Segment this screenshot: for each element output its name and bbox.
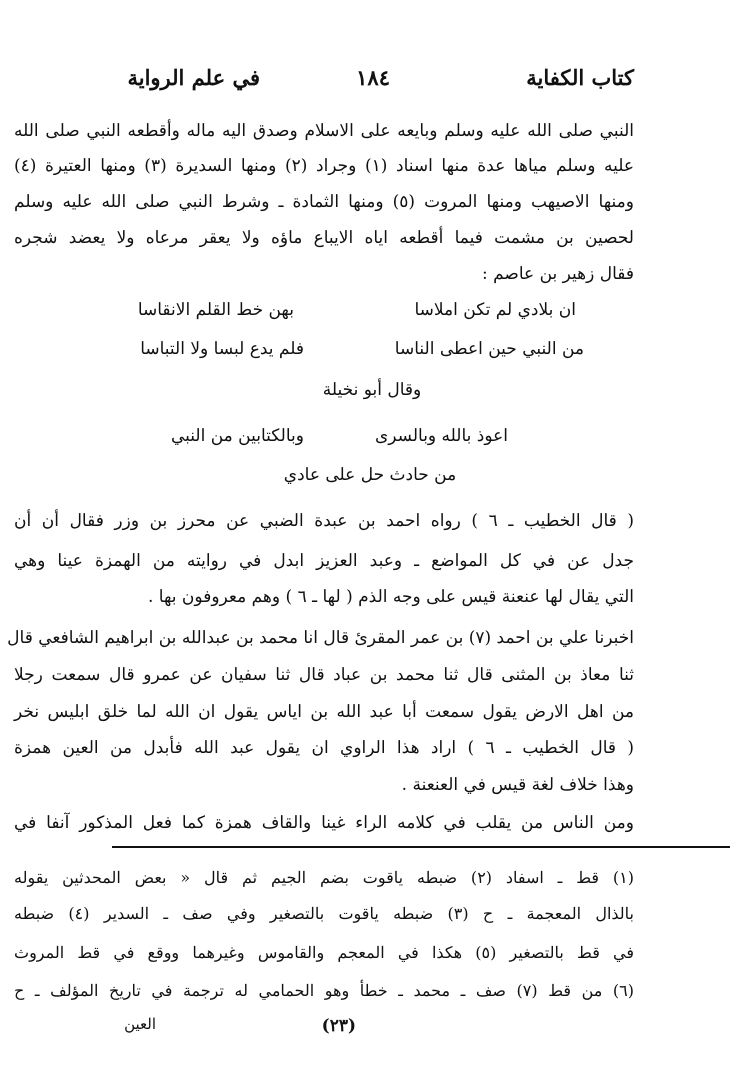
body-line: اخبرنا علي بن احمد (٧) بن عمر المقرئ قال انا محمد بن عبدالله بن ابراهيم الشافعي قال [7, 628, 634, 648]
verse-hemistich: اعوذ بالله وبالسرى [374, 426, 508, 446]
sheet-number: (٢٣) [321, 1016, 356, 1036]
body-line: ( قال الخطيب ـ ٦ ) رواه احمد بن عبدة الضبي عن محرز بن وزر فقال أن أن [14, 511, 634, 531]
body-line: ومن الناس من يقلب في كلامه الراء غينا والقاف همزة كما فعل المذكور آنفا في [14, 813, 634, 833]
body-line: ( قال الخطيب ـ ٦ ) اراد هذا الراوي ان يقول عبد الله فأبدل من العين همزة [14, 738, 634, 758]
verse-line: من حادث حل على عادي [283, 465, 457, 485]
body-line: النبي صلى الله عليه وسلم وبايعه على الاسلام وصدق اليه ماله وأقطعه النبي صلى الله [14, 121, 634, 141]
body-line: عليه وسلم مياها عدة منها اسناد (١) وجراد (٢) ومنها السديرة (٣) ومنها العتيرة (٤) [14, 156, 635, 176]
verse-hemistich: فلم يدع لبسا ولا التباسا [140, 339, 304, 359]
body-line: جدل عن في كل المواضع ـ وعبد العزيز ابدل في روايته من الهمزة عينا وهي [14, 551, 634, 571]
body-line: ومنها الاصيهب ومنها المروت (٥) ومنها الثمادة ـ وشرط النبي صلى الله عليه وسلم [14, 192, 634, 212]
body-line: التي يقال لها عنعنة قيس على وجه الذم ( لها ـ ٦ ) وهم معروفون بها . [147, 587, 634, 607]
verse-hemistich: بهن خط القلم الانقاسا [137, 300, 294, 320]
body-line: فقال زهير بن عاصم : [481, 264, 634, 284]
verse-hemistich: ان بلادي لم تكن املاسا [414, 300, 576, 320]
body-line: لحصين بن مشمت فيما أقطعه اياه الايباع ماؤه ولا يعقر مرعاه ولا يعضد شجره [14, 228, 634, 248]
verse-hemistich: من النبي حين اعطى الناسا [394, 339, 584, 359]
footnote-line: بالذال المعجمة ـ ح (٣) ضبطه ياقوت بالتصغير وفي صف ـ السدير (٤) ضبطه [14, 904, 634, 923]
verse-hemistich: وبالكتابين من النبي [171, 426, 304, 446]
book-title: كتاب الكفاية [526, 65, 634, 90]
page-number: ١٨٤ [356, 65, 390, 90]
footnote-line: في قط بالتصغير (٥) هكذا في المعجم والقاموس وغيرهما ووقع في قط المروث [14, 943, 634, 962]
footer-signature: العين [124, 1015, 156, 1033]
footnote-line: (٦) من قط (٧) صف ـ محمد ـ خطأ وهو الحمامي له ترجمة في تاريخ المؤلف ـ ح [14, 981, 635, 1000]
body-line: من اهل الارض يقول سمعت أبا عبد الله بن اياس يقول ان الله لما خلق ابليس نخر [14, 702, 634, 722]
body-line: وهذا خلاف لغة قيس في العنعنة . [401, 775, 634, 795]
footnote-divider [112, 846, 730, 848]
book-subtitle: في علم الرواية [127, 65, 260, 90]
footnote-line: (١) قط ـ اسفاد (٢) ضبطه ياقوت بضم الجيم ثم قال « بعض المحدثين يقوله [14, 868, 635, 887]
verse-intro: وقال أبو نخيلة [322, 380, 422, 400]
body-line: ثنا معاذ بن المثنى قال ثنا محمد بن عباد قال ثنا سفيان عن عمرو قال سمعت رجلا [14, 665, 634, 685]
